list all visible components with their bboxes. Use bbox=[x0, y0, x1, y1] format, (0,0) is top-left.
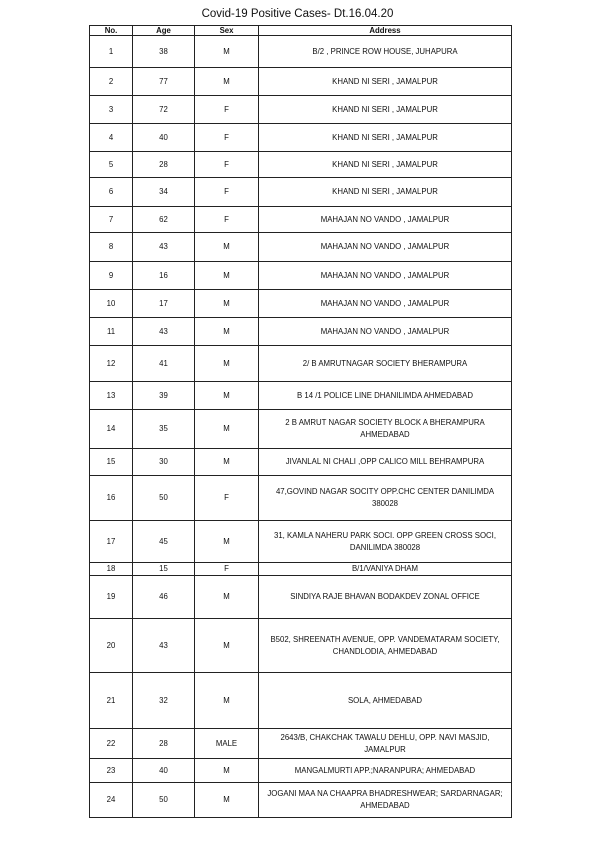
cell-no: 21 bbox=[90, 673, 133, 729]
table-row bbox=[90, 563, 512, 576]
cell-address: MANGALMURTI APP.;NARANPURA; AHMEDABAD bbox=[259, 759, 512, 783]
cell-no: 5 bbox=[90, 152, 133, 178]
cell-age: 43 bbox=[133, 318, 195, 346]
cell-address: SINDIYA RAJE BHAVAN BODAKDEV ZONAL OFFICE bbox=[259, 576, 512, 619]
cell-address: KHAND NI SERI , JAMALPUR bbox=[259, 178, 512, 207]
table-row bbox=[90, 233, 512, 262]
cell-age: 40 bbox=[133, 124, 195, 152]
cell-age: 62 bbox=[133, 207, 195, 233]
cell-no: 18 bbox=[90, 563, 133, 576]
table-row bbox=[90, 410, 512, 449]
cell-address: JIVANLAL NI CHALI ,OPP CALICO MILL BEHRAMPURA bbox=[259, 449, 512, 476]
table-row bbox=[90, 521, 512, 563]
cell-age: 30 bbox=[133, 449, 195, 476]
cell-age: 72 bbox=[133, 96, 195, 124]
cell-address: KHAND NI SERI , JAMALPUR bbox=[259, 152, 512, 178]
header-sex: Sex bbox=[195, 26, 259, 36]
cell-no: 13 bbox=[90, 382, 133, 410]
cell-no: 1 bbox=[90, 36, 133, 68]
cell-sex: F bbox=[195, 476, 259, 521]
cell-age: 43 bbox=[133, 619, 195, 673]
cell-no: 16 bbox=[90, 476, 133, 521]
cell-no: 8 bbox=[90, 233, 133, 262]
cell-sex: M bbox=[195, 410, 259, 449]
cell-age: 35 bbox=[133, 410, 195, 449]
cell-sex: M bbox=[195, 619, 259, 673]
table-row bbox=[90, 673, 512, 729]
cell-no: 14 bbox=[90, 410, 133, 449]
cell-address: MAHAJAN NO VANDO , JAMALPUR bbox=[259, 207, 512, 233]
cell-age: 15 bbox=[133, 563, 195, 576]
cell-address: 2 B AMRUT NAGAR SOCIETY BLOCK A BHERAMPURA AHMEDABAD bbox=[259, 410, 512, 449]
cell-sex: MALE bbox=[195, 729, 259, 759]
cell-address: 31, KAMLA NAHERU PARK SOCI. OPP GREEN CROSS SOCI, DANILIMDA 380028 bbox=[259, 521, 512, 563]
cell-sex: F bbox=[195, 96, 259, 124]
cell-no: 7 bbox=[90, 207, 133, 233]
table-row bbox=[90, 124, 512, 152]
cell-sex: M bbox=[195, 576, 259, 619]
cell-age: 43 bbox=[133, 233, 195, 262]
table-row bbox=[90, 346, 512, 382]
cell-sex: M bbox=[195, 783, 259, 818]
cell-address: MAHAJAN NO VANDO , JAMALPUR bbox=[259, 262, 512, 290]
cell-no: 4 bbox=[90, 124, 133, 152]
table-row bbox=[90, 783, 512, 818]
table-row bbox=[90, 759, 512, 783]
cell-no: 24 bbox=[90, 783, 133, 818]
cell-no: 17 bbox=[90, 521, 133, 563]
header-address: Address bbox=[259, 26, 512, 36]
table-row bbox=[90, 36, 512, 68]
cell-age: 40 bbox=[133, 759, 195, 783]
cell-no: 6 bbox=[90, 178, 133, 207]
cell-age: 34 bbox=[133, 178, 195, 207]
cell-no: 23 bbox=[90, 759, 133, 783]
cell-sex: M bbox=[195, 233, 259, 262]
cell-age: 28 bbox=[133, 152, 195, 178]
table-row bbox=[90, 449, 512, 476]
table-row bbox=[90, 178, 512, 207]
table-row bbox=[90, 576, 512, 619]
table-row bbox=[90, 290, 512, 318]
cases-table bbox=[89, 25, 512, 818]
cell-no: 12 bbox=[90, 346, 133, 382]
cell-sex: F bbox=[195, 152, 259, 178]
cell-age: 39 bbox=[133, 382, 195, 410]
table-row bbox=[90, 152, 512, 178]
table-row bbox=[90, 729, 512, 759]
table-row bbox=[90, 476, 512, 521]
cell-address: 47,GOVIND NAGAR SOCITY OPP.CHC CENTER DANILIMDA 380028 bbox=[259, 476, 512, 521]
cell-no: 20 bbox=[90, 619, 133, 673]
cell-address: KHAND NI SERI , JAMALPUR bbox=[259, 96, 512, 124]
cell-age: 38 bbox=[133, 36, 195, 68]
cell-no: 22 bbox=[90, 729, 133, 759]
cell-sex: M bbox=[195, 68, 259, 96]
cell-sex: M bbox=[195, 521, 259, 563]
cell-sex: F bbox=[195, 207, 259, 233]
cell-no: 2 bbox=[90, 68, 133, 96]
cell-age: 50 bbox=[133, 476, 195, 521]
table-row bbox=[90, 318, 512, 346]
cell-address: MAHAJAN NO VANDO , JAMALPUR bbox=[259, 233, 512, 262]
cell-age: 41 bbox=[133, 346, 195, 382]
cell-sex: M bbox=[195, 36, 259, 68]
document-title: Covid-19 Positive Cases- Dt.16.04.20 bbox=[201, 8, 394, 20]
cell-sex: M bbox=[195, 346, 259, 382]
cell-address: SOLA, AHMEDABAD bbox=[259, 673, 512, 729]
cell-no: 19 bbox=[90, 576, 133, 619]
cell-address: B/1/VANIYA DHAM bbox=[259, 563, 512, 576]
cell-age: 45 bbox=[133, 521, 195, 563]
table-row bbox=[90, 619, 512, 673]
cell-sex: M bbox=[195, 759, 259, 783]
cell-sex: M bbox=[195, 673, 259, 729]
cell-no: 3 bbox=[90, 96, 133, 124]
cell-address: 2643/B, CHAKCHAK TAWALU DEHLU, OPP. NAVI MASJID, JAMALPUR bbox=[259, 729, 512, 759]
cell-no: 10 bbox=[90, 290, 133, 318]
header-no: No. bbox=[90, 26, 133, 36]
cell-sex: F bbox=[195, 124, 259, 152]
cell-sex: M bbox=[195, 262, 259, 290]
cell-age: 50 bbox=[133, 783, 195, 818]
cell-sex: F bbox=[195, 563, 259, 576]
cell-address: KHAND NI SERI , JAMALPUR bbox=[259, 68, 512, 96]
cell-age: 17 bbox=[133, 290, 195, 318]
cell-age: 28 bbox=[133, 729, 195, 759]
table-row bbox=[90, 262, 512, 290]
table-body bbox=[90, 36, 512, 818]
cell-age: 32 bbox=[133, 673, 195, 729]
cell-no: 9 bbox=[90, 262, 133, 290]
cell-sex: M bbox=[195, 449, 259, 476]
cell-address: 2/ B AMRUTNAGAR SOCIETY BHERAMPURA bbox=[259, 346, 512, 382]
cell-age: 16 bbox=[133, 262, 195, 290]
table-row bbox=[90, 207, 512, 233]
cell-sex: M bbox=[195, 382, 259, 410]
cell-sex: M bbox=[195, 318, 259, 346]
cell-age: 77 bbox=[133, 68, 195, 96]
cell-age: 46 bbox=[133, 576, 195, 619]
cell-address: MAHAJAN NO VANDO , JAMALPUR bbox=[259, 290, 512, 318]
cell-no: 11 bbox=[90, 318, 133, 346]
table-row bbox=[90, 382, 512, 410]
header-age: Age bbox=[133, 26, 195, 36]
cell-address: MAHAJAN NO VANDO , JAMALPUR bbox=[259, 318, 512, 346]
cell-address: B502, SHREENATH AVENUE, OPP. VANDEMATARAM SOCIETY, CHANDLODIA, AHMEDABAD bbox=[259, 619, 512, 673]
cell-address: B/2 , PRINCE ROW HOUSE, JUHAPURA bbox=[259, 36, 512, 68]
cell-address: KHAND NI SERI , JAMALPUR bbox=[259, 124, 512, 152]
cell-address: JOGANI MAA NA CHAAPRA BHADRESHWEAR; SARDARNAGAR; AHMEDABAD bbox=[259, 783, 512, 818]
cell-sex: M bbox=[195, 290, 259, 318]
cell-no: 15 bbox=[90, 449, 133, 476]
cell-address: B 14 /1 POLICE LINE DHANILIMDA AHMEDABAD bbox=[259, 382, 512, 410]
table-header-row bbox=[90, 26, 512, 36]
table-row bbox=[90, 68, 512, 96]
table-row bbox=[90, 96, 512, 124]
cell-sex: F bbox=[195, 178, 259, 207]
